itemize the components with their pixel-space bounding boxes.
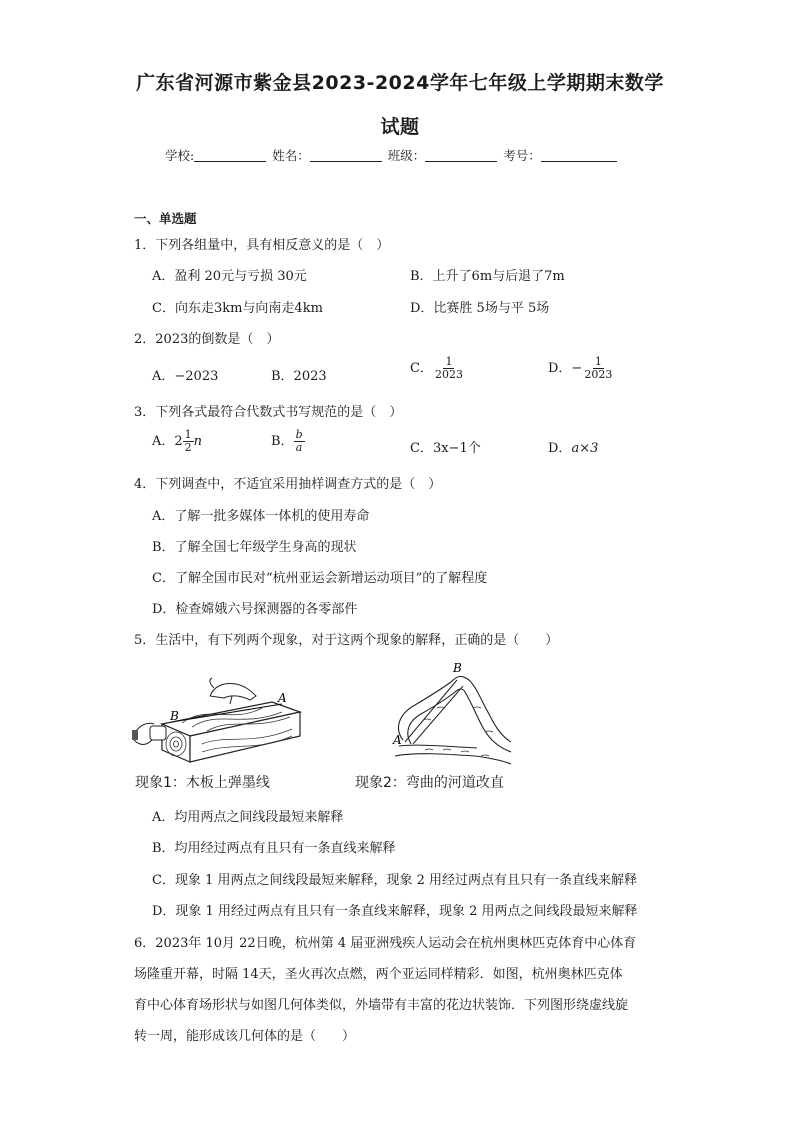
question-2-stem: 2．2023的倒数是（ ） (134, 332, 280, 347)
question-3-option-b (271, 429, 305, 454)
option-label: D．− (548, 361, 583, 376)
figure-1-point-a: A (278, 691, 287, 705)
name-label: 姓名： (272, 148, 310, 163)
question-5-option-a: A．均用两点之间线段最短来解释 (152, 810, 344, 825)
figure-2-point-b: B (453, 661, 462, 675)
numerator: 1 (594, 355, 602, 368)
fraction (183, 429, 194, 454)
denominator: 2 (184, 441, 192, 454)
exam-no-label: 考号： (503, 148, 541, 163)
question-5-option-c: C．现象 1 用两点之间线段最短来解释，现象 2 用经过两点有且只有一条直线来解释 (152, 873, 638, 888)
question-4-option-c: C．了解全国市民对“杭州亚运会新增运动项目”的了解程度 (152, 571, 488, 586)
question-3-option-a (152, 429, 202, 454)
fraction (433, 356, 465, 381)
option-label: D． (548, 441, 572, 456)
question-4-stem: 4．下列调查中，不适宜采用抽样调查方式的是（ ） (134, 477, 442, 492)
question-5-option-d: D．现象 1 用经过两点有且只有一条直线来解释，现象 2 用两点之间线段最短来解释 (152, 904, 638, 919)
question-1-option-a: A．盈利 20元与亏损 30元 (152, 269, 307, 284)
option-label: C． (410, 441, 433, 456)
question-1-option-c: C．向东走3km与向南走4km (152, 301, 323, 316)
option-label: B． (271, 434, 294, 449)
question-1-option-d: D．比赛胜 5场与平 5场 (410, 301, 550, 316)
question-6-stem-line-4: 转一周，能形成该几何体的是（ ） (134, 1029, 356, 1044)
class-label: 班级： (387, 148, 426, 163)
variable: n (193, 434, 203, 449)
figure-2-caption: 现象2：弯曲的河道改直 (355, 775, 504, 791)
school-blank[interactable] (194, 148, 266, 162)
question-2-option-c (410, 356, 465, 381)
page-title-continued: 试题 (380, 116, 420, 138)
question-2-option-a: A．−2023 (152, 369, 219, 384)
denominator: a (295, 441, 303, 454)
denominator: 2023 (584, 368, 613, 381)
student-info-line (165, 146, 617, 164)
question-3-stem: 3．下列各式最符合代数式书写规范的是（ ） (134, 405, 403, 420)
question-6-stem-line-3: 育中心体育场形状与如图几何体类似，外墙带有丰富的花边状装饰．下列图形绕虚线旋 (134, 998, 629, 1013)
numerator: 1 (445, 355, 453, 368)
option-label: A．2 (152, 434, 183, 449)
expression: a×3 (571, 441, 599, 456)
question-6-stem-line-2: 场隆重开幕，时隔 14天，圣火再次点燃，两个亚运同样精彩．如图，杭州奥林匹克体 (134, 967, 623, 982)
section-title: 一、单选题 (134, 211, 197, 226)
question-4-option-d: D．检查嫦娥六号探测器的各零部件 (152, 602, 358, 617)
numerator: 1 (184, 428, 192, 441)
school-label: 学校: (165, 148, 195, 163)
question-1-stem: 1．下列各组量中，具有相反意义的是（ ） (134, 238, 390, 253)
question-2-option-b: B．2023 (271, 369, 327, 384)
figure-river-straightened (385, 660, 515, 770)
fraction (582, 356, 614, 381)
figure-1-caption: 现象1：木板上弹墨线 (135, 775, 270, 791)
denominator: 2023 (434, 368, 463, 381)
numerator: b (295, 428, 303, 441)
question-2-option-d (548, 356, 614, 381)
option-label: C． (410, 361, 433, 376)
question-5-stem: 5．生活中，有下列两个现象，对于这两个现象的解释，正确的是（ ） (134, 633, 559, 648)
question-3-option-d (548, 437, 598, 456)
figure-ink-line-board (132, 674, 304, 768)
figure-1-point-b: B (170, 709, 179, 723)
class-blank[interactable] (425, 148, 497, 162)
exam-no-blank[interactable] (541, 148, 617, 162)
question-1-option-b: B．上升了6m与后退了7m (410, 269, 565, 284)
expression: 3x−1个 (432, 441, 481, 456)
question-4-option-a: A．了解一批多媒体一体机的使用寿命 (152, 509, 370, 524)
question-5-option-b: B．均用经过两点有且只有一条直线来解释 (152, 841, 396, 856)
question-3-option-c (410, 437, 481, 456)
figure-2-point-a: A (393, 733, 402, 747)
name-blank[interactable] (310, 148, 382, 162)
question-4-option-b: B．了解全国七年级学生身高的现状 (152, 540, 357, 555)
fraction (294, 429, 305, 454)
page-title: 广东省河源市紫金县2023-2024学年七年级上学期期末数学 (136, 72, 664, 94)
question-6-stem-line-1: 6．2023年 10月 22日晚，杭州第 4 届亚洲残疾人运动会在杭州奥林匹克体育中心体育 (134, 936, 637, 951)
